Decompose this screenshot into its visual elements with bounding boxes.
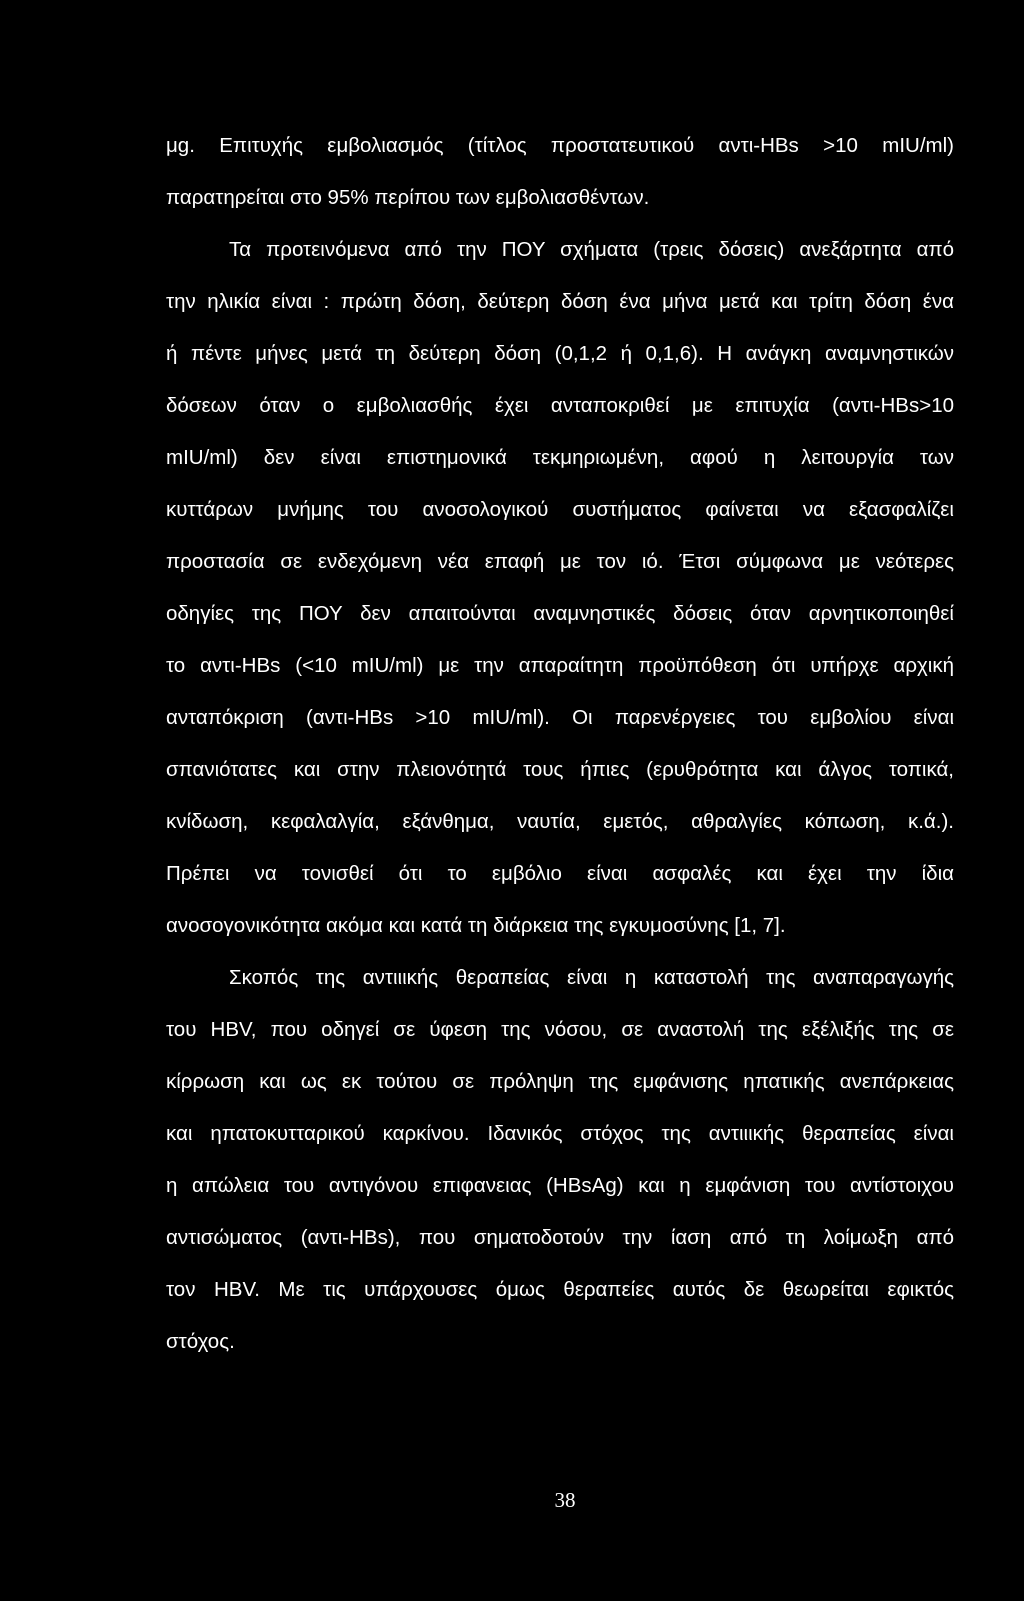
- text-line: ή πέντε μήνες μετά τη δεύτερη δόση (0,1,2 ή 0,1,6). Η ανάγκη αναμνηστικών: [166, 342, 954, 365]
- text-line: Σκοπός της αντιιικής θεραπείας είναι η καταστολή της αναπαραγωγής: [229, 966, 954, 989]
- text-line: δόσεων όταν ο εμβολιασθής έχει ανταποκριθεί με επιτυχία (αντι-HBs>10: [166, 394, 954, 417]
- text-line: σπανιότατες και στην πλειονότητά τους ήπιες (ερυθρότητα και άλγος τοπικά,: [166, 758, 954, 781]
- page-number: 38: [554, 1488, 576, 1512]
- text-line: το αντι-HBs (<10 mIU/ml) με την απαραίτητη προϋπόθεση ότι υπήρχε αρχική: [166, 654, 954, 677]
- text-line: κνίδωση, κεφαλαλγία, εξάνθημα, ναυτία, εμετός, αθραλγίες κόπωση, κ.ά.).: [166, 810, 954, 833]
- text-line: αντισώματος (αντι-HBs), που σηματοδοτούν την ίαση από τη λοίμωξη από: [166, 1226, 954, 1249]
- text-line: στόχος.: [166, 1330, 235, 1353]
- text-line: ανοσογονικότητα ακόμα και κατά τη διάρκεια της εγκυμοσύνης [1, 7].: [166, 914, 786, 937]
- text-line: Τα προτεινόμενα από την ΠΟΥ σχήματα (τρεις δόσεις) ανεξάρτητα από: [229, 238, 954, 261]
- text-line: η απώλεια του αντιγόνου επιφανειας (HBsAg) και η εμφάνιση του αντίστοιχου: [166, 1174, 954, 1197]
- text-line: προστασία σε ενδεχόμενη νέα επαφή με τον ιό. Έτσι σύμφωνα με νεότερες: [166, 550, 954, 573]
- text-line: κυττάρων μνήμης του ανοσολογικού συστήματος φαίνεται να εξασφαλίζει: [166, 498, 954, 521]
- text-line: ανταπόκριση (αντι-HBs >10 mIU/ml). Οι παρενέργειες του εμβολίου είναι: [166, 706, 954, 729]
- text-line: του HBV, που οδηγεί σε ύφεση της νόσου, σε αναστολή της εξέλιξής της σε: [166, 1018, 954, 1041]
- text-line: mIU/ml) δεν είναι επιστημονικά τεκμηριωμένη, αφού η λειτουργία των: [166, 446, 954, 469]
- text-line: τον HBV. Με τις υπάρχουσες όμως θεραπείες αυτός δε θεωρείται εφικτός: [166, 1278, 954, 1301]
- text-line: οδηγίες της ΠΟΥ δεν απαιτούνται αναμνηστικές δόσεις όταν αρνητικοποιηθεί: [166, 602, 954, 625]
- text-line: κίρρωση και ως εκ τούτου σε πρόληψη της εμφάνισης ηπατικής ανεπάρκειας: [166, 1070, 954, 1093]
- text-line: παρατηρείται στο 95% περίπου των εμβολιασθέντων.: [166, 186, 650, 209]
- text-line: και ηπατοκυτταρικού καρκίνου. Ιδανικός στόχος της αντιιικής θεραπείας είναι: [166, 1122, 954, 1145]
- text-line: μg. Επιτυχής εμβολιασμός (τίτλος προστατευτικού αντι-HBs >10 mIU/ml): [166, 134, 954, 157]
- text-line: Πρέπει να τονισθεί ότι το εμβόλιο είναι ασφαλές και έχει την ίδια: [166, 862, 954, 885]
- text-line: την ηλικία είναι : πρώτη δόση, δεύτερη δόση ένα μήνα μετά και τρίτη δόση ένα: [166, 290, 954, 313]
